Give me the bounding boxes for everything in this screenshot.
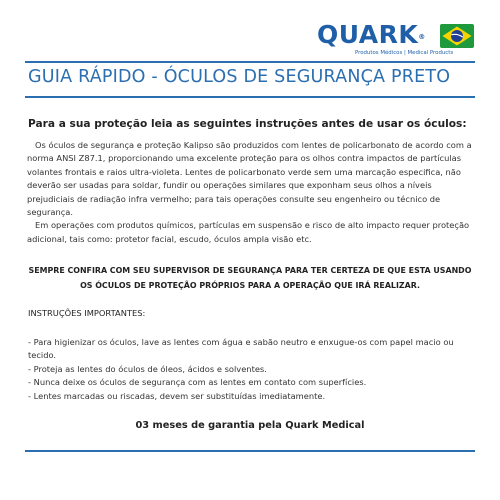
registered-mark: ®	[418, 33, 426, 41]
safety-warning: SEMPRE CONFIRA COM SEU SUPERVISOR DE SEGURANÇA PARA TER CERTEZA DE QUE ESTA USANDO OS ÓCULOS DE PROTEÇÃO PRÓPRIOS PARA A OPERAÇÃO QUE IRÁ REALIZAR.	[28, 266, 472, 290]
footer-divider	[25, 450, 475, 452]
description-body	[27, 139, 475, 246]
instructions-list	[28, 336, 474, 403]
list-item: - Nunca deixe os óculos de segurança com as lentes em contato com superfícies.	[28, 377, 367, 388]
header-divider	[25, 61, 475, 63]
warranty-note: 03 meses de garantia pela Quark Medical	[135, 420, 365, 431]
quark-logo	[317, 20, 477, 60]
chemical-paragraph: Em operações com produtos químicos, partículas em suspensão e risco de alto impacto requer proteção adicional, tais como: protetor facial, escudo, óculos ampla visão etc.	[27, 220, 470, 244]
list-item: - Lentes marcadas ou riscadas, devem ser substituídas imediatamente.	[28, 390, 326, 401]
logo-wordmark: QUARK®	[317, 20, 426, 49]
lead-instruction: Para a sua proteção leia as seguintes instruções antes de usar os óculos:	[28, 118, 467, 130]
description-paragraph: Os óculos de segurança e proteção Kalipso são produzidos com lentes de policarbonato de acordo com a norma ANSI Z87.1, proporcionando uma excelente proteção para os olhos contra impactos de partículas volantes frontais e raios ultra-violeta. Lentes de policarbonato verde sem uma marcação especifica, não deverão ser usadas para soldar, fundir ou operações similares que exponham seus olhos a níveis prejudiciais de radiação infra vermelho; para tais operações consulte seu engenheiro ou técnico de segurança.	[27, 140, 472, 218]
list-item: - Para higienizar os óculos, lave as lentes com água e sabão neutro e enxugue-os com papel macio ou tecido.	[28, 337, 454, 361]
page-title: GUIA RÁPIDO - ÓCULOS DE SEGURANÇA PRETO	[28, 67, 451, 87]
list-item: - Proteja as lentes do óculos de óleos, ácidos e solventes.	[28, 363, 267, 374]
brazil-flag-icon	[440, 24, 474, 48]
title-divider	[25, 96, 475, 98]
logo-tagline: Produtos Médicos | Medical Products	[355, 50, 454, 56]
instructions-heading: INSTRUÇÕES IMPORTANTES:	[28, 308, 146, 318]
